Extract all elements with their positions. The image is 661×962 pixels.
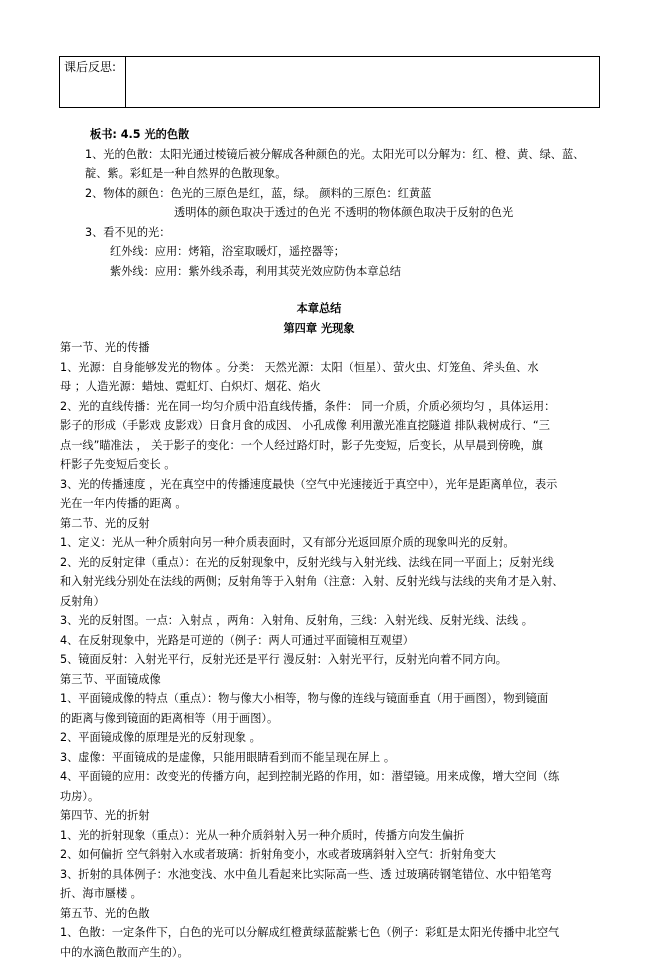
summary-line: 1、光的折射现象（重点）：光从一种介质斜射入另一种介质时，传播方向发生偏折 [60, 826, 608, 846]
summary-line: 3、光的传播速度 ，光在真空中的传播速度最快（空气中光速接近于真空中），光年是距离单位，表示 [60, 475, 608, 495]
summary-line: 1、色散：一定条件下，白色的光可以分解成红橙黄绿蓝靛紫七色（例子：彩虹是太阳光传播中北空气 [60, 923, 608, 943]
board-line: 3、看不见的光： [85, 223, 608, 243]
reflection-content [126, 57, 599, 107]
summary-line: 中的水滴色散而产生的）。 [60, 943, 608, 962]
summary-line: 4、平面镜的应用：改变光的传播方向，起到控制光路的作用，如：潜望镜。用来成像，增大空间（练 [60, 767, 608, 787]
board-line: 透明体的颜色取决于透过的色光 不透明的物体颜色取决于反射的色光 [88, 203, 608, 223]
board-line: 靛、紫。彩虹是一种自然界的色散现象。 [85, 164, 608, 184]
summary-line: 功房）。 [60, 787, 608, 807]
summary-line: 第四节、光的折射 [60, 806, 608, 826]
summary-line: 3、光的反射图。一点：入射点 ，两角：入射角、反射角，三线：入射光线、反射光线、法线 。 [60, 611, 608, 631]
reflection-table [59, 56, 600, 108]
reflection-label: 课后反思: [60, 57, 126, 107]
summary-line: 影子的形成（手影戏 皮影戏）日食月食的成因、 小孔成像 利用激光准直挖隧道 排队栽树成行、“三 [60, 416, 608, 436]
board-line: 2、物体的颜色：色光的三原色是红，蓝，绿。 颜料的三原色：红黄蓝 [85, 184, 608, 204]
summary-line: 第一节、光的传播 [60, 338, 608, 358]
board-line: 红外线：应用：烤箱，浴室取暖灯，遥控器等； [88, 242, 608, 262]
summary-line: 第五节、光的色散 [60, 904, 608, 924]
summary-line: 2、光的直线传播：光在同一均匀介质中沿直线传播，条件： 同一介质，介质必须均匀 ，具体运用： [60, 397, 608, 417]
summary-line: 的距离与像到镜面的距离相等（用于画图）。 [60, 709, 608, 729]
chapter-summary [60, 338, 608, 962]
summary-line: 1、定义：光从一种介质射向另一种介质表面时，又有部分光返回原介质的现象叫光的反射。 [60, 533, 608, 553]
document-body [88, 125, 608, 962]
summary-line: 第三节、平面镜成像 [60, 670, 608, 690]
summary-line: 3、虚像：平面镜成的是虚像，只能用眼睛看到而不能呈现在屏上 。 [60, 748, 608, 768]
board-line: 1、光的色散：太阳光通过棱镜后被分解成各种颜色的光。太阳光可以分解为：红、橙、黄、绿、蓝、 [85, 145, 608, 165]
summary-line: 2、如何偏折 空气斜射入水或者玻璃：折射角变小，水或者玻璃斜射入空气：折射角变大 [60, 845, 608, 865]
summary-line: 5、镜面反射：入射光平行，反射光还是平行 漫反射：入射光平行，反射光向着不同方向。 [60, 650, 608, 670]
summary-line: 1、平面镜成像的特点（重点）：物与像大小相等，物与像的连线与镜面垂直（用于画图），物到镜面 [60, 689, 608, 709]
board-title: 板书: 4.5 光的色散 [88, 125, 608, 145]
board-line: 紫外线：应用：紫外线杀毒，利用其荧光效应防伪本章总结 [88, 262, 608, 282]
summary-line: 点一线”瞄准法 ， 关于影子的变化：一个人经过路灯时，影子先变短，后变长，从早晨到傍晚，旗 [60, 436, 608, 456]
summary-line: 光在一年内传播的距离 。 [60, 494, 608, 514]
summary-line: 2、平面镜成像的原理是光的反射现象 。 [60, 728, 608, 748]
summary-line: 和入射光线分别处在法线的两侧；反射角等于入射角（注意：入射、反射光线与法线的夹角才是入射、 [60, 572, 608, 592]
summary-line: 折、海市蜃楼 。 [60, 884, 608, 904]
summary-line: 第二节、光的反射 [60, 514, 608, 534]
summary-line: 反射角） [60, 592, 608, 612]
summary-line: 杆影子先变短后变长 。 [60, 455, 608, 475]
summary-line: 母 ；人造光源：蜡烛、霓虹灯、白炽灯、烟花、焰火 [60, 377, 608, 397]
chapter-title: 第四章 光现象 [30, 319, 608, 339]
summary-line: 2、光的反射定律（重点）：在光的反射现象中，反射光线与入射光线、法线在同一平面上；反射光线 [60, 553, 608, 573]
summary-line: 1、光源：自身能够发光的物体 。分类： 天然光源：太阳（恒星）、萤火虫、灯笼鱼、斧头鱼、水 [60, 358, 608, 378]
summary-line: 4、在反射现象中，光路是可逆的（例子：两人可通过平面镜相互观望） [60, 631, 608, 651]
summary-title: 本章总结 [30, 299, 608, 319]
summary-line: 3、折射的具体例子：水池变浅、水中鱼儿看起来比实际高一些、透 过玻璃砖钢笔错位、水中铅笔弯 [60, 865, 608, 885]
